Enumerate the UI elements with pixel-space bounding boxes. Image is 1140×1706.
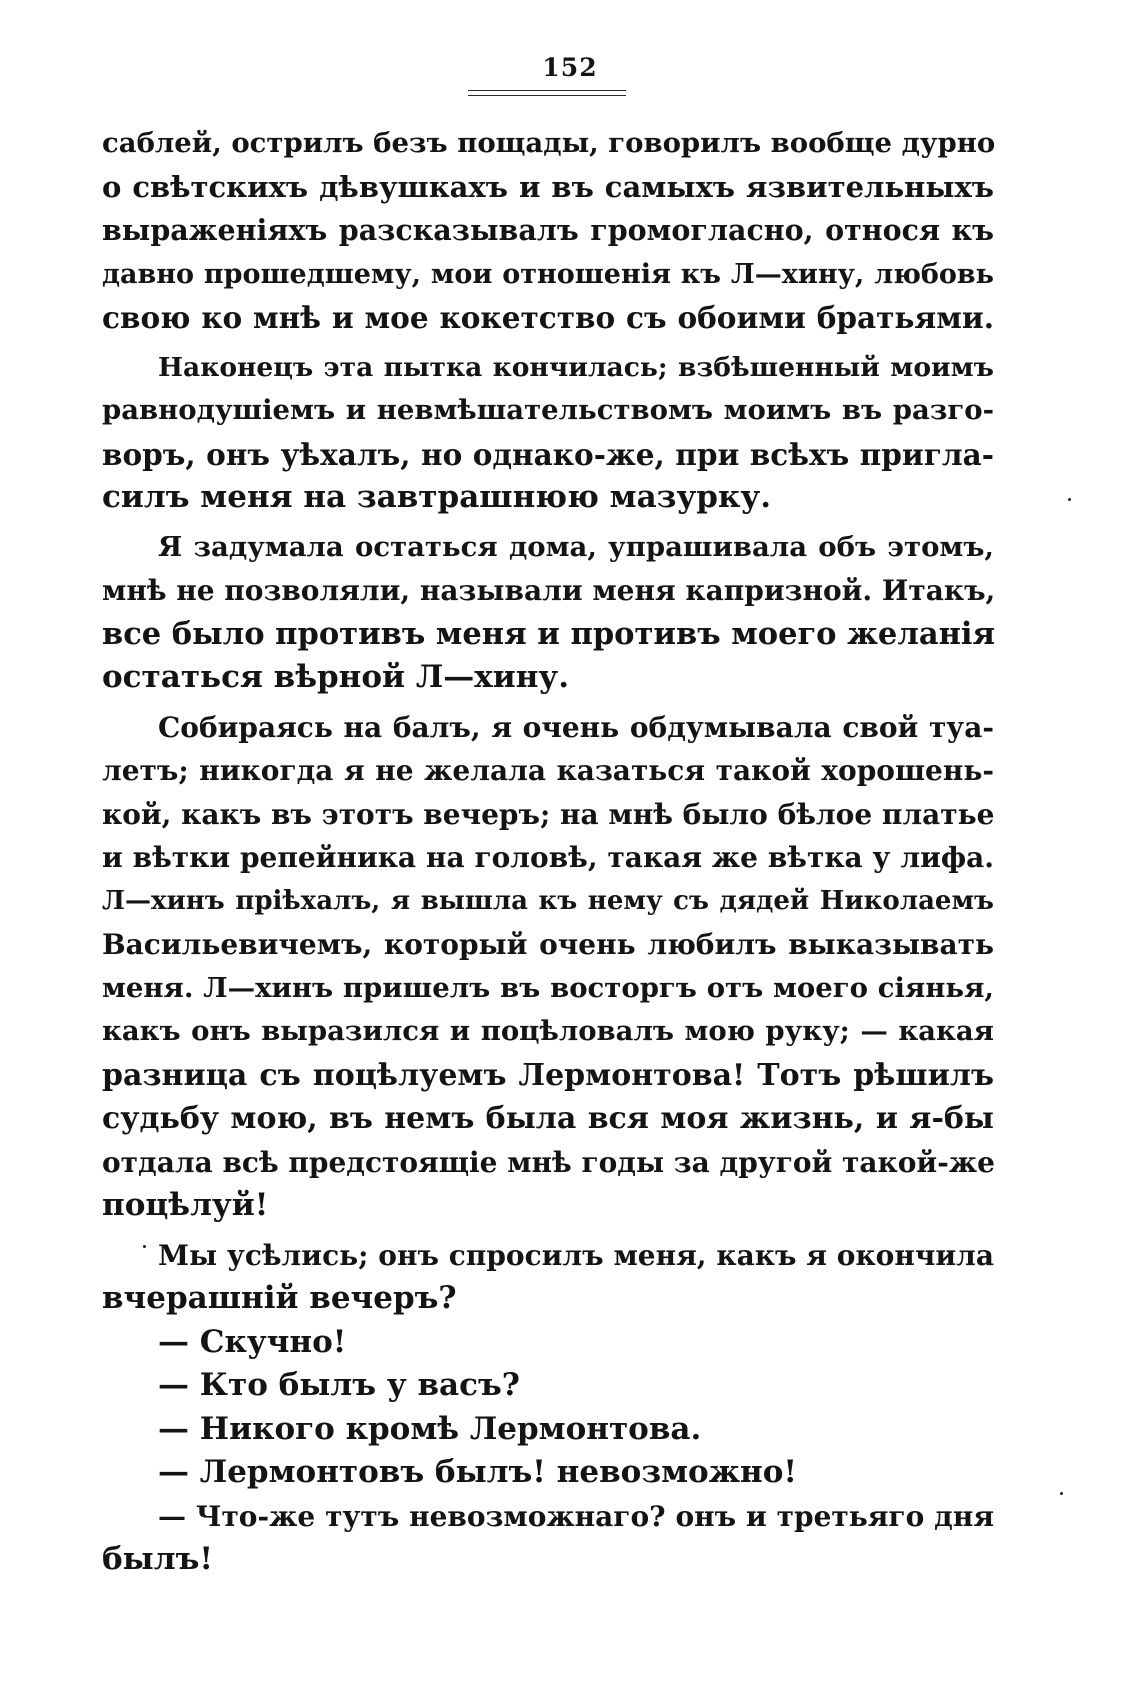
text-line: выраженіяхъ разсказывалъ громогласно, относя къ <box>102 213 994 247</box>
text-line: былъ! <box>102 1541 213 1577</box>
text-line: Васильевичемъ, который очень любилъ выказывать <box>102 928 994 961</box>
dialogue-line: — Никого кромѣ Лермонтова. <box>158 1410 702 1447</box>
text-line: равнодушіемъ и невмѣшательствомъ моимъ въ разго- <box>102 394 994 426</box>
text-line: саблей, острилъ безъ пощады, говорилъ вообще дурно <box>102 127 996 159</box>
text-line: летъ; никогда я не желала казаться такой хорошень- <box>102 754 994 787</box>
print-speck <box>1068 498 1071 501</box>
text-line: мнѣ не позволяли, называли меня капризной. Итакъ, <box>102 574 996 607</box>
text-line: вчерашній вечеръ? <box>102 1280 457 1316</box>
text-line: о свѣтскихъ дѣвушкахъ и въ самыхъ язвительныхъ <box>102 169 994 204</box>
text-line: свою ко мнѣ и мое кокетство съ обоими братьями. <box>102 300 994 335</box>
text-line: Наконецъ эта пытка кончилась; взбѣшенный моимъ <box>158 351 994 383</box>
dialogue-line: — Лермонтовъ былъ! невозможно! <box>158 1454 797 1490</box>
text-line: Собираясь на балъ, я очень обдумывала свой туа- <box>158 710 994 744</box>
header-rule-bottom <box>468 95 626 96</box>
header-rule-top <box>468 90 626 91</box>
text-line: поцѣлуй! <box>102 1187 269 1223</box>
dialogue-line: — Скучно! <box>158 1323 347 1360</box>
text-line: и вѣтки репейника на головѣ, такая же вѣтка у лифа. <box>102 841 994 874</box>
text-line: Я задумала остаться дома, упрашивала объ этомъ, <box>158 530 994 563</box>
dialogue-line: — Что-же тутъ невозможнаго? онъ и третьяго дня <box>158 1499 994 1533</box>
text-line: все было противъ меня и противъ моего желанія <box>102 615 996 652</box>
text-line: кой, какъ въ этотъ вечеръ; на мнѣ было бѣлое платье <box>102 797 995 831</box>
text-line: силъ меня на завтрашнюю мазурку. <box>102 479 771 515</box>
text-line: Мы усѣлись; онъ спросилъ меня, какъ я окончила <box>158 1238 994 1272</box>
text-line: меня. Л—хинъ пришелъ въ восторгъ отъ моего сіянья, <box>102 971 994 1004</box>
page-number: 152 <box>542 53 598 82</box>
body-text <box>102 122 994 1582</box>
text-line: воръ, онъ уѣхалъ, но однако-же, при всѣхъ пригла- <box>102 436 994 472</box>
text-line: давно прошедшему, мои отношенія къ Л—хину, любовь <box>102 258 994 290</box>
print-speck <box>1060 1492 1063 1495</box>
dialogue-line: — Кто былъ у васъ? <box>158 1367 520 1403</box>
print-speck <box>143 1245 146 1248</box>
text-line: судьбу мою, въ немъ была вся моя жизнь, и я-бы <box>102 1101 994 1136</box>
text-line: какъ онъ выразился и поцѣловалъ мою руку; — какая <box>102 1015 994 1047</box>
text-line: остаться вѣрной Л—хину. <box>102 659 570 695</box>
text-line: Л—хинъ пріѣхалъ, я вышла къ нему съ дядей Николаемъ <box>102 885 994 916</box>
text-line: отдала всѣ предстоящіе мнѣ годы за другой такой-же <box>102 1145 995 1179</box>
text-line: разница съ поцѣлуемъ Лермонтова! Тотъ рѣшилъ <box>102 1057 994 1093</box>
